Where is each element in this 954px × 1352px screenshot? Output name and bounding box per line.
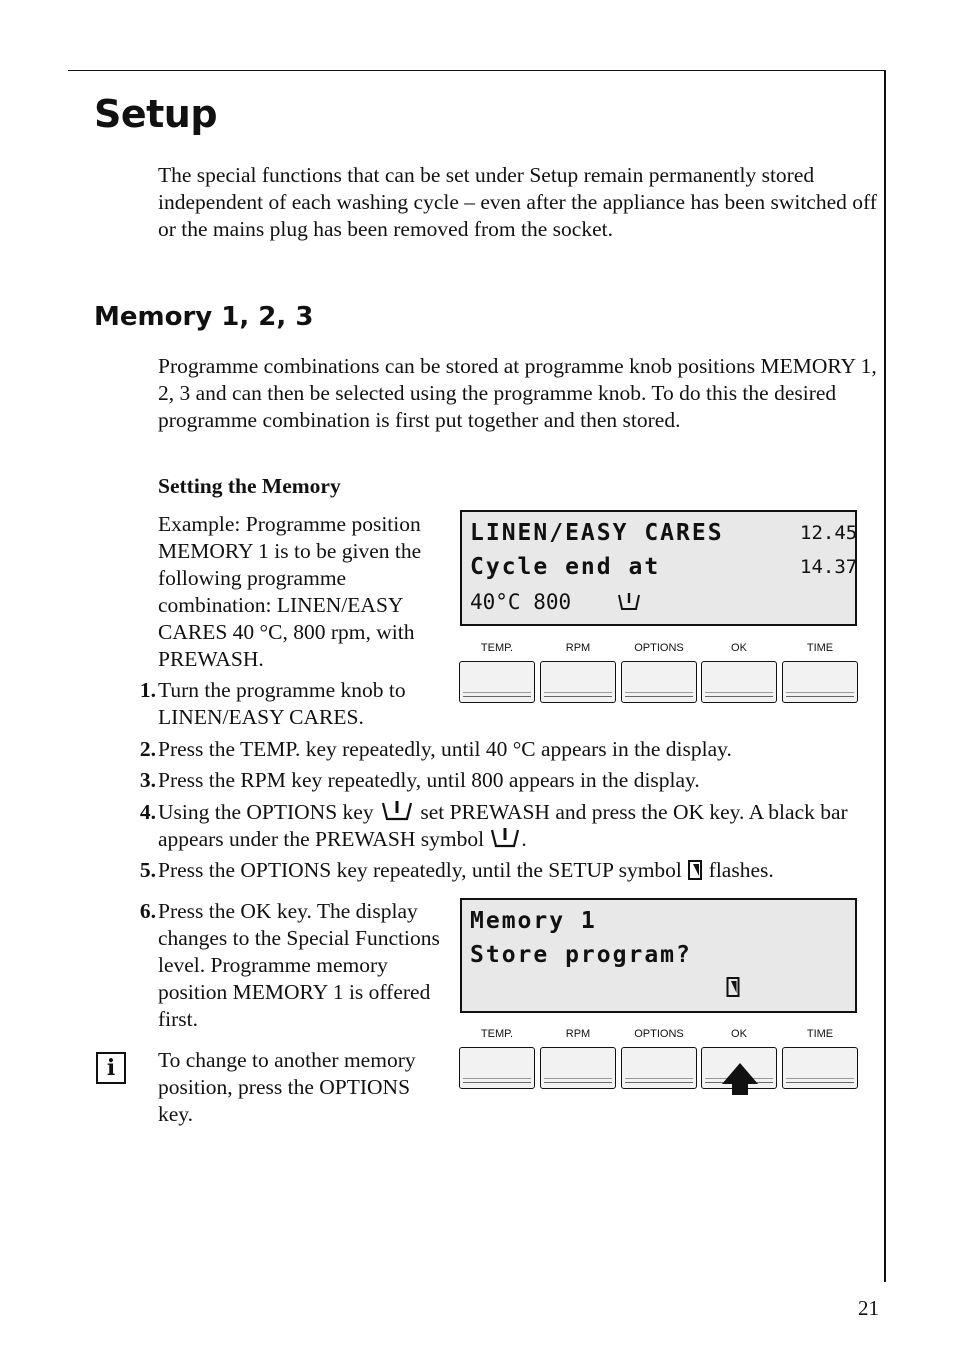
- memory-heading: Memory 1, 2, 3: [94, 302, 314, 332]
- lcd-line-1: Memory 1: [470, 908, 597, 934]
- step-4: [134, 799, 874, 853]
- step-2: [134, 736, 874, 763]
- temp-key[interactable]: [459, 1047, 535, 1089]
- page-frame-right: [884, 70, 886, 1282]
- temp-key[interactable]: [459, 661, 535, 703]
- prewash-icon: [379, 800, 415, 822]
- key-label-rpm: RPM: [565, 1028, 591, 1040]
- key-label-temp: TEMP.: [480, 1028, 514, 1040]
- lcd-display-2: [460, 898, 857, 1013]
- step-number: 6.: [139, 899, 156, 923]
- setting-heading: Setting the Memory: [158, 474, 341, 498]
- step-6: [134, 898, 454, 1038]
- prewash-icon: [617, 592, 641, 612]
- lcd-display-1: [460, 510, 857, 626]
- step-number: 4.: [139, 800, 156, 824]
- lcd-time-1: 12.45: [800, 522, 858, 544]
- step-5: [134, 857, 874, 884]
- key-label-temp: TEMP.: [480, 642, 514, 654]
- rpm-key[interactable]: [540, 1047, 616, 1089]
- setup-intro: The special functions that can be set under Setup remain permanently stored independent of each washing cycle – even after the appliance has been switched off or the mains plug has been removed from the socket.: [158, 163, 877, 241]
- options-key[interactable]: [621, 1047, 697, 1089]
- step-text: flashes.: [708, 858, 774, 882]
- lcd-time-2: 14.37: [800, 556, 858, 578]
- info-note: To change to another memory position, press the OPTIONS key.: [158, 1048, 416, 1126]
- key-label-ok: OK: [731, 1028, 747, 1040]
- step-text: Press the OK key. The display changes to the Special Functions level. Programme memory position MEMORY 1 is offered first.: [158, 899, 440, 1031]
- options-key[interactable]: [621, 661, 697, 703]
- step-text: Press the OPTIONS key repeatedly, until the SETUP symbol: [158, 858, 682, 882]
- step-number: 5.: [139, 858, 156, 882]
- step-text: Press the RPM key repeatedly, until 800 appears in the display.: [158, 768, 700, 792]
- key-label-time: TIME: [806, 642, 834, 654]
- step-text: Using the OPTIONS key: [158, 800, 374, 824]
- time-key[interactable]: [782, 661, 858, 703]
- setup-icon: [687, 860, 703, 880]
- lcd-line-1: LINEN/EASY CARES: [470, 520, 724, 546]
- key-label-time: TIME: [806, 1028, 834, 1040]
- step-text: .: [521, 827, 527, 851]
- page-number: 21: [858, 1296, 879, 1320]
- step-text: Turn the programme knob to LINEN/EASY CARES.: [158, 678, 406, 729]
- example-text: Example: Programme position MEMORY 1 is to be given the following programme combination: LINEN/EASY CARES 40 °C, 800 rpm, with PREWASH.: [158, 512, 422, 671]
- step-number: 2.: [139, 737, 156, 761]
- memory-intro: Programme combinations can be stored at programme knob positions MEMORY 1, 2, 3 and can then be selected using the programme knob. To do this the desired programme combination is first put together and then stored.: [158, 354, 877, 432]
- ok-key[interactable]: [701, 661, 777, 703]
- step-number: 3.: [139, 768, 156, 792]
- lcd-line-3: 40°C 800: [470, 590, 572, 614]
- key-label-options: OPTIONS: [634, 1028, 684, 1040]
- step-text: Press the TEMP. key repeatedly, until 40 °C appears in the display.: [158, 737, 732, 761]
- page-frame-top: [68, 70, 886, 71]
- prewash-icon: [489, 827, 521, 849]
- step-3: [134, 767, 874, 794]
- setup-icon: [726, 977, 740, 997]
- rpm-key[interactable]: [540, 661, 616, 703]
- press-arrow-icon: [721, 1062, 759, 1096]
- page-title: Setup: [94, 92, 218, 136]
- lcd-line-2: Cycle end at: [470, 554, 661, 580]
- time-key[interactable]: [782, 1047, 858, 1089]
- step-text: set PREWASH and press the OK key. A black bar appears under the PREWASH symbol: [158, 800, 848, 851]
- info-icon: i: [96, 1052, 126, 1084]
- lcd-line-2: Store program?: [470, 942, 692, 968]
- key-label-options: OPTIONS: [634, 642, 684, 654]
- key-label-rpm: RPM: [565, 642, 591, 654]
- key-label-ok: OK: [731, 642, 747, 654]
- step-number: 1.: [139, 678, 156, 702]
